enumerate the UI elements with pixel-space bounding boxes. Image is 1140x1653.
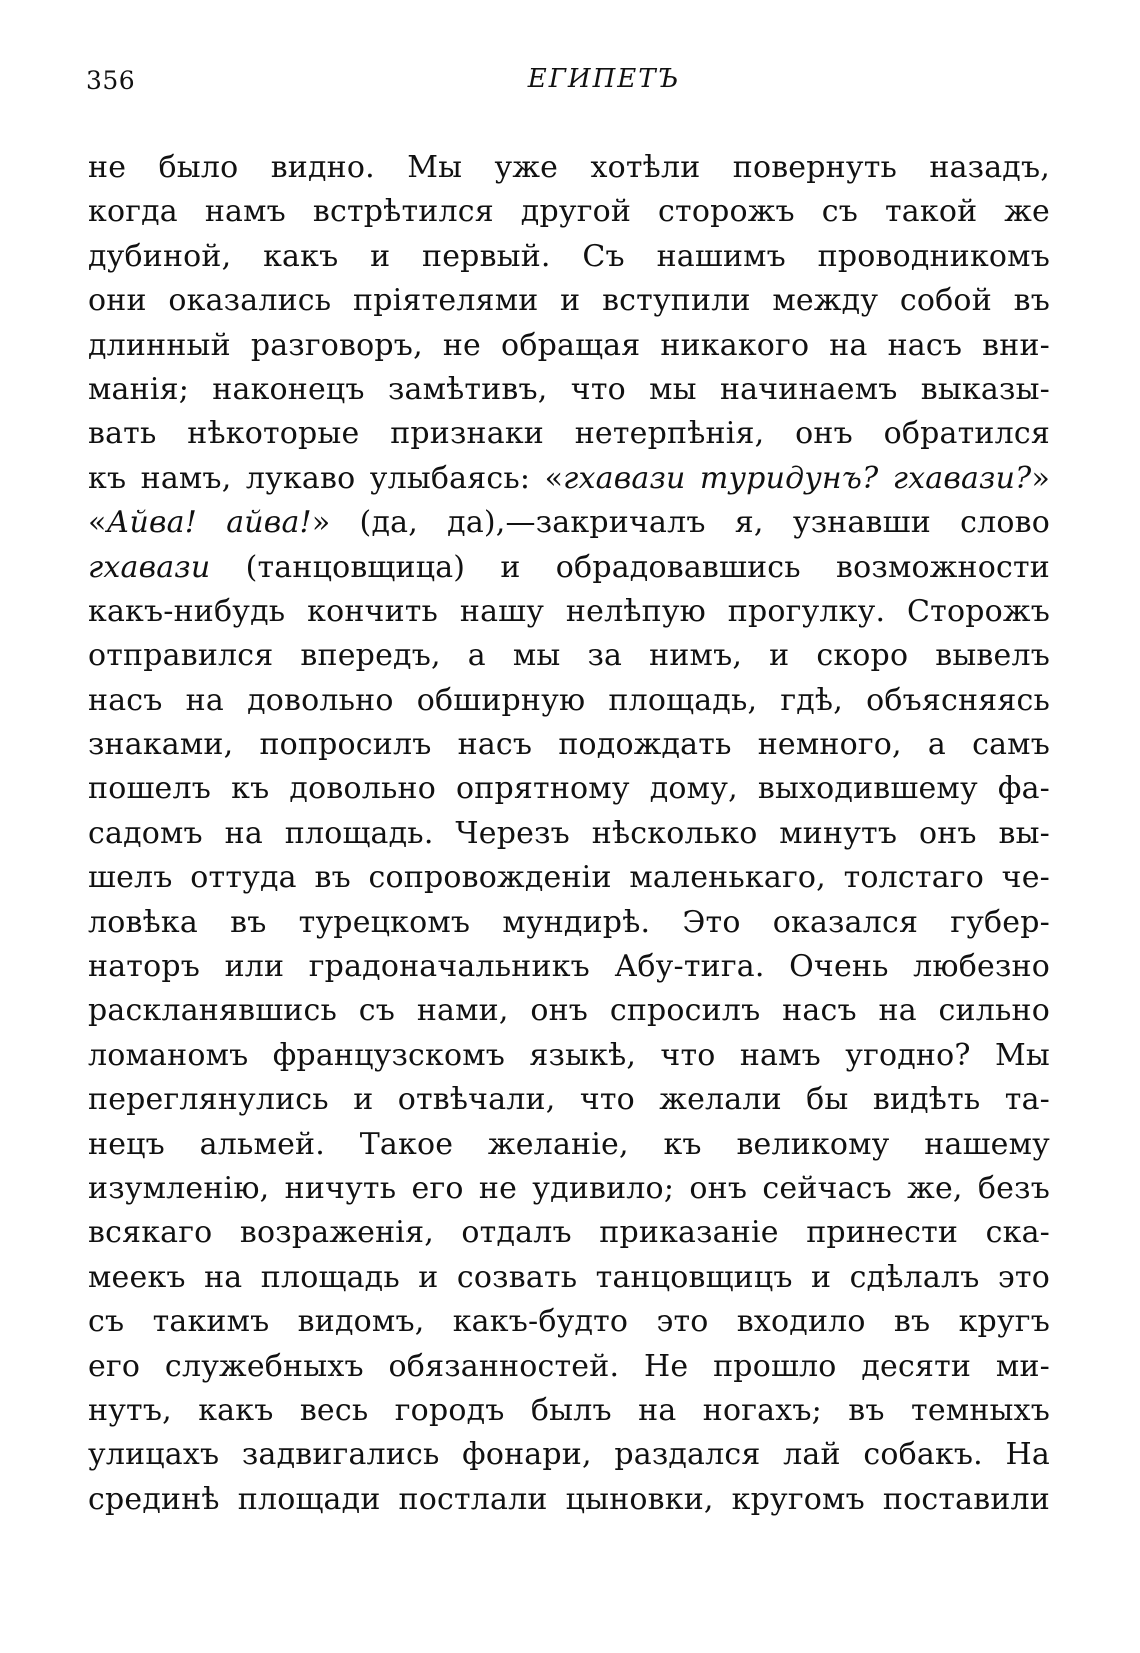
text-line (88, 901, 1050, 945)
text-segment: съ такимъ видомъ, какъ-будто это входило въ кругъ (88, 1304, 1050, 1340)
text-segment: его служебныхъ обязанностей. Не прошло десяти ми- (88, 1348, 1050, 1384)
text-line (88, 1167, 1050, 1211)
text-segment: знаками, попросилъ насъ подождать немного, а самъ (88, 727, 1050, 763)
text-segment: садомъ на площадь. Черезъ нѣсколько минутъ онъ вы- (88, 815, 1050, 851)
text-line (88, 1211, 1050, 1255)
text-line (88, 501, 1050, 545)
text-segment: насъ на довольно обширную площадь, гдѣ, объясняясь (88, 682, 1050, 718)
text-segment: срединѣ площади постлали цыновки, кругомъ поставили (88, 1481, 1050, 1517)
text-segment: пошелъ къ довольно опрятному дому, выходившему фа- (88, 771, 1050, 807)
text-line (88, 679, 1050, 723)
italic-text-segment: Айва! айва! (106, 505, 312, 541)
text-line (88, 1433, 1050, 1477)
text-segment: ломаномъ французскомъ языкѣ, что намъ угодно? Мы (88, 1037, 1050, 1073)
text-segment: (танцовщица) и обрадовавшись возможности (210, 549, 1050, 585)
text-line (88, 1389, 1050, 1433)
text-line (88, 989, 1050, 1033)
text-line (88, 767, 1050, 811)
text-line (88, 279, 1050, 323)
text-segment: » (да, да),—закричалъ я, узнавши слово (311, 505, 1050, 541)
text-segment: меекъ на площадь и созвать танцовщицъ и сдѣлалъ это (88, 1259, 1050, 1295)
text-segment: ловѣка въ турецкомъ мундирѣ. Это оказался губер- (88, 904, 1050, 940)
text-line (88, 856, 1050, 900)
text-line (88, 324, 1050, 368)
text-segment: улицахъ задвигались фонари, раздался лай собакъ. На (88, 1437, 1050, 1473)
text-line (88, 1256, 1050, 1300)
text-segment: переглянулись и отвѣчали, что желали бы видѣть та- (88, 1082, 1050, 1118)
body-text (88, 146, 1050, 1522)
text-segment: нутъ, какъ весь городъ былъ на ногахъ; въ темныхъ (88, 1392, 1050, 1428)
text-segment: « (88, 505, 107, 541)
text-segment: всякаго возраженія, отдалъ приказаніе принести ска- (88, 1215, 1050, 1251)
text-segment: нецъ альмей. Такое желаніе, къ великому нашему (88, 1126, 1050, 1162)
italic-text-segment: гхавази (88, 549, 211, 585)
text-line (88, 723, 1050, 767)
text-segment: дубиной, какъ и первый. Съ нашимъ проводникомъ (88, 238, 1050, 274)
text-segment: раскланявшись съ нами, онъ спросилъ насъ на сильно (88, 993, 1050, 1029)
text-line (88, 412, 1050, 456)
text-segment: они оказались пріятелями и вступили между собой въ (88, 283, 1050, 319)
text-segment: манія; наконецъ замѣтивъ, что мы начинаемъ выказы- (88, 371, 1050, 407)
text-line (88, 1123, 1050, 1167)
text-line (88, 1300, 1050, 1344)
text-line (88, 1034, 1050, 1078)
text-line (88, 457, 1050, 501)
text-segment: шелъ оттуда въ сопровожденіи маленькаго, толстаго че- (88, 860, 1050, 896)
text-line (88, 1345, 1050, 1389)
italic-text-segment: гхавази туридунъ? гхавази? (563, 460, 1032, 496)
text-line (88, 1478, 1050, 1522)
text-line (88, 634, 1050, 678)
text-line (88, 146, 1050, 190)
text-segment: » (1031, 460, 1050, 496)
text-segment: когда намъ встрѣтился другой сторожъ съ такой же (88, 194, 1050, 230)
text-line (88, 190, 1050, 234)
text-segment: отправился впередъ, а мы за нимъ, и скоро вывелъ (88, 638, 1050, 674)
text-line (88, 590, 1050, 634)
running-head (86, 58, 1052, 102)
page-number: 356 (86, 66, 136, 95)
running-title: ЕГИПЕТЪ (527, 64, 681, 94)
text-line (88, 235, 1050, 279)
text-segment: наторъ или градоначальникъ Абу-тига. Очень любезно (88, 949, 1050, 985)
text-line (88, 1078, 1050, 1122)
text-segment: къ намъ, лукаво улыбаясь: « (88, 460, 564, 496)
text-segment: изумленію, ничуть его не удивило; онъ сейчасъ же, безъ (88, 1170, 1050, 1206)
text-line (88, 945, 1050, 989)
text-line (88, 812, 1050, 856)
text-segment: длинный разговоръ, не обращая никакого на насъ вни- (88, 327, 1050, 363)
text-segment: какъ-нибудь кончить нашу нелѣпую прогулку. Сторожъ (88, 593, 1050, 629)
text-segment: вать нѣкоторые признаки нетерпѣнія, онъ обратился (88, 416, 1050, 452)
text-segment: не было видно. Мы уже хотѣли повернуть назадъ, (88, 150, 1050, 185)
text-line (88, 546, 1050, 590)
text-line (88, 368, 1050, 412)
